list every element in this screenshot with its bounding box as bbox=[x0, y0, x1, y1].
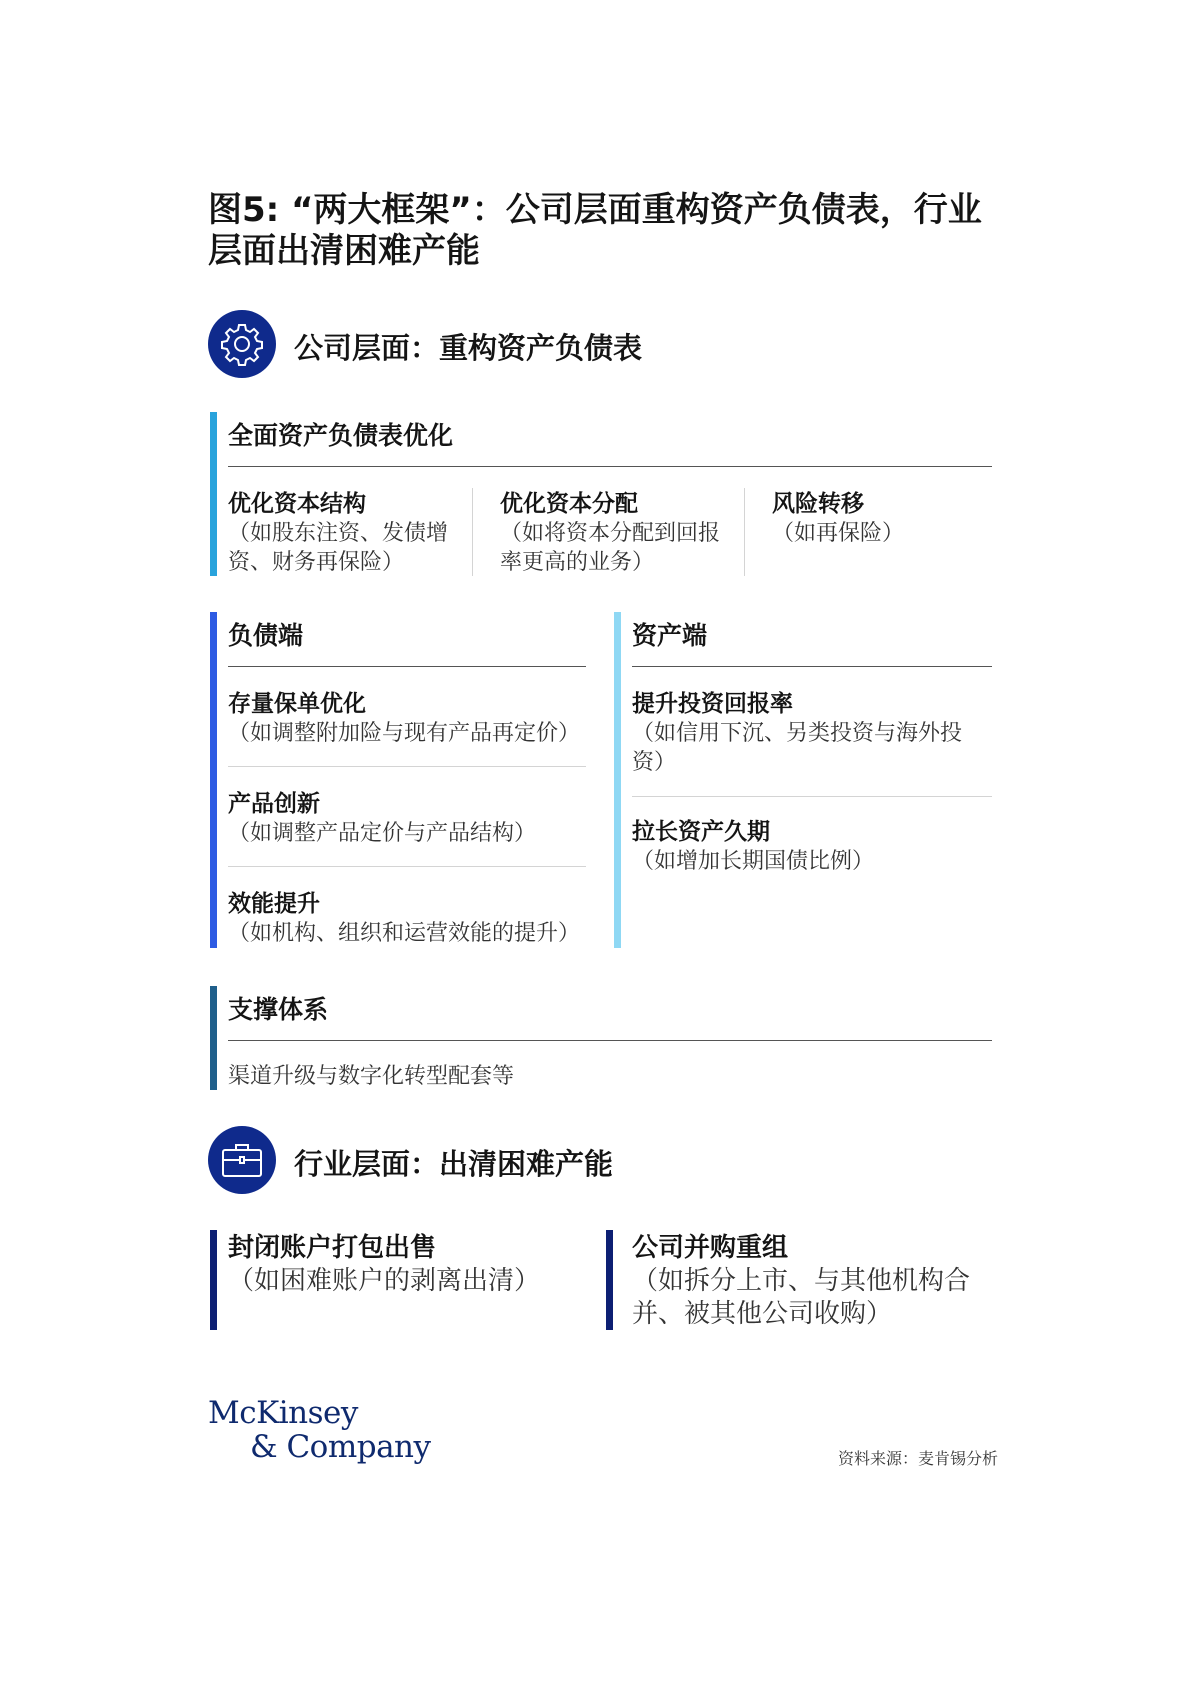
item-detail: （如股东注资、发债增资、财务再保险） bbox=[228, 521, 449, 575]
item-detail: （如增加长期国债比例） bbox=[632, 849, 875, 874]
overall-item-capital-structure bbox=[228, 490, 458, 577]
liability-divider bbox=[228, 666, 586, 667]
overall-divider bbox=[228, 466, 992, 467]
liability-item-policy-optimization bbox=[228, 690, 598, 748]
overall-title: 全面资产负债表优化 bbox=[228, 421, 454, 450]
item-detail: （如再保险） bbox=[772, 521, 905, 546]
item-heading: 封闭账户打包出售 bbox=[228, 1233, 437, 1263]
industry-item-account-sale bbox=[228, 1232, 588, 1298]
industry-item-ma bbox=[632, 1232, 992, 1331]
item-detail: （如将资本分配到回报率更高的业务） bbox=[500, 521, 721, 575]
overall-item-risk-transfer bbox=[772, 490, 992, 548]
asset-divider bbox=[632, 666, 992, 667]
asset-item-duration bbox=[632, 818, 972, 876]
item-heading: 效能提升 bbox=[228, 891, 320, 917]
logo-line2: & Company bbox=[250, 1429, 431, 1465]
liability-item-product-innovation bbox=[228, 790, 598, 848]
source-note: 资料来源：麦肯锡分析 bbox=[837, 1449, 998, 1468]
item-separator bbox=[632, 796, 992, 797]
gear-icon bbox=[208, 310, 276, 378]
briefcase-icon-graphic bbox=[220, 1140, 264, 1180]
logo-line1: McKinsey bbox=[208, 1395, 358, 1431]
column-separator bbox=[472, 488, 473, 576]
item-detail: （如困难账户的剥离出清） bbox=[228, 1266, 541, 1296]
company-level-heading: 公司层面：重构资产负债表 bbox=[294, 331, 643, 365]
support-bar bbox=[210, 986, 217, 1090]
item-heading: 提升投资回报率 bbox=[632, 691, 793, 717]
item-detail: （如机构、组织和运营效能的提升） bbox=[228, 921, 581, 946]
gear-icon-graphic bbox=[219, 321, 265, 367]
item-heading: 存量保单优化 bbox=[228, 691, 366, 717]
item-heading: 优化资本分配 bbox=[500, 491, 638, 517]
item-heading: 风险转移 bbox=[772, 491, 864, 517]
item-heading: 产品创新 bbox=[228, 791, 320, 817]
liability-bar bbox=[210, 612, 217, 948]
figure-title: 图5: “两大框架”：公司层面重构资产负债表，行业层面出清困难产能 bbox=[208, 190, 982, 271]
asset-bar bbox=[614, 612, 621, 948]
support-text: 渠道升级与数字化转型配套等 bbox=[228, 1064, 515, 1089]
mckinsey-logo bbox=[208, 1396, 431, 1464]
item-detail: （如调整附加险与现有产品再定价） bbox=[228, 721, 581, 746]
support-divider bbox=[228, 1040, 992, 1041]
item-heading: 公司并购重组 bbox=[632, 1233, 789, 1263]
industry-bar-left bbox=[210, 1230, 217, 1330]
liability-title: 负债端 bbox=[228, 621, 304, 650]
item-heading: 拉长资产久期 bbox=[632, 819, 770, 845]
asset-title: 资产端 bbox=[632, 621, 708, 650]
item-heading: 优化资本结构 bbox=[228, 491, 366, 517]
column-separator bbox=[744, 488, 745, 576]
overall-item-capital-allocation bbox=[500, 490, 730, 577]
industry-bar-right bbox=[606, 1230, 613, 1330]
liability-item-efficiency bbox=[228, 890, 598, 948]
overall-bar bbox=[210, 412, 217, 576]
asset-item-investment-return bbox=[632, 690, 972, 777]
item-separator bbox=[228, 766, 586, 767]
item-detail: （如拆分上市、与其他机构合并、被其他公司收购） bbox=[632, 1266, 971, 1329]
support-title: 支撑体系 bbox=[228, 995, 329, 1024]
briefcase-icon bbox=[208, 1126, 276, 1194]
item-detail: （如信用下沉、另类投资与海外投资） bbox=[632, 721, 963, 775]
item-detail: （如调整产品定价与产品结构） bbox=[228, 821, 537, 846]
industry-level-heading: 行业层面：出清困难产能 bbox=[294, 1147, 614, 1181]
item-separator bbox=[228, 866, 586, 867]
